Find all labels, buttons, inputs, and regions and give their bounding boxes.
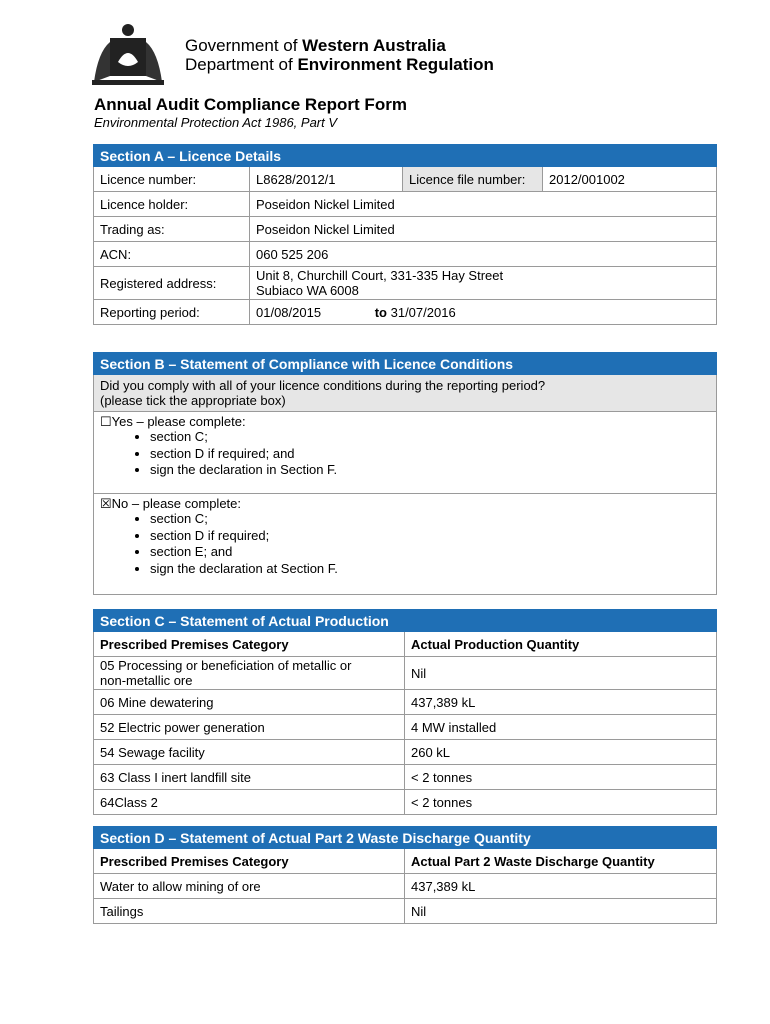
holder-label: Licence holder:: [94, 192, 250, 217]
section-c-table: [93, 609, 717, 815]
licence-file-label: Licence file number:: [403, 167, 543, 192]
category-cell: 06 Mine dewatering: [94, 690, 405, 715]
yes-checkbox[interactable]: ☐: [100, 414, 112, 429]
compliance-question: Did you comply with all of your licence conditions during the reporting period? (please tick the appropriate box): [94, 375, 717, 412]
section-c-heading: Section C – Statement of Actual Production: [94, 610, 717, 632]
category-cell: 63 Class I inert landfill site: [94, 765, 405, 790]
section-a-heading: Section A – Licence Details: [94, 145, 717, 167]
table-row: [94, 740, 717, 765]
quantity-cell: 260 kL: [405, 740, 717, 765]
licence-number-label: Licence number:: [94, 167, 250, 192]
list-item: • section D if required;: [150, 528, 710, 545]
category-cell: 05 Processing or beneficiation of metallic or non-metallic ore: [94, 657, 405, 690]
section-d-heading: Section D – Statement of Actual Part 2 Waste Discharge Quantity: [94, 827, 717, 849]
column-header: Prescribed Premises Category: [94, 849, 405, 874]
acn-value: 060 525 206: [250, 242, 717, 267]
period-to: 31/07/2016: [390, 304, 456, 320]
column-header: Actual Production Quantity: [405, 632, 717, 657]
period-to-word: to: [374, 304, 387, 320]
form-title: Annual Audit Compliance Report Form: [94, 95, 407, 114]
table-row: [94, 715, 717, 740]
column-header: Actual Part 2 Waste Discharge Quantity: [405, 849, 717, 874]
list-item: • sign the declaration at Section F.: [150, 561, 710, 578]
address-line2: Subiaco WA 6008: [256, 283, 359, 298]
quantity-cell: 4 MW installed: [405, 715, 717, 740]
licence-file-value: 2012/001002: [543, 167, 717, 192]
list-item: • section D if required; and: [150, 446, 710, 463]
period-label: Reporting period:: [94, 300, 250, 325]
table-row: [94, 899, 717, 924]
table-row: [94, 790, 717, 815]
category-cell: 52 Electric power generation: [94, 715, 405, 740]
period-value: [250, 300, 717, 325]
list-item: • section C;: [150, 511, 710, 528]
option-no: [94, 494, 717, 595]
table-row: [94, 765, 717, 790]
section-a-table: [93, 144, 717, 325]
trading-label: Trading as:: [94, 217, 250, 242]
yes-list: [100, 429, 710, 479]
section-d-table: [93, 826, 717, 924]
list-item: • section E; and: [150, 544, 710, 561]
yes-label: Yes – please complete:: [111, 414, 246, 429]
quantity-cell: Nil: [405, 657, 717, 690]
trading-value: Poseidon Nickel Limited: [250, 217, 717, 242]
acn-label: ACN:: [94, 242, 250, 267]
table-row: [94, 690, 717, 715]
address-value: [250, 267, 717, 300]
section-b-heading: Section B – Statement of Compliance with Licence Conditions: [94, 353, 717, 375]
table-row: [94, 657, 717, 690]
letterhead: [88, 22, 508, 92]
section-b-table: [93, 352, 717, 595]
department-name: Government of Western Australia Department of Environment Regulation: [185, 36, 494, 74]
category-cell: 64Class 2: [94, 790, 405, 815]
quantity-cell: < 2 tonnes: [405, 765, 717, 790]
no-list: [100, 511, 710, 577]
address-line1: Unit 8, Churchill Court, 331-335 Hay Street: [256, 268, 504, 283]
category-cell: 54 Sewage facility: [94, 740, 405, 765]
quantity-cell: < 2 tonnes: [405, 790, 717, 815]
form-subtitle: Environmental Protection Act 1986, Part V: [94, 115, 338, 130]
table-row: [94, 874, 717, 899]
category-cell: Water to allow mining of ore: [94, 874, 405, 899]
list-item: • sign the declaration in Section F.: [150, 462, 710, 479]
no-checkbox[interactable]: ☒: [100, 496, 112, 511]
address-label: Registered address:: [94, 267, 250, 300]
category-cell: Tailings: [94, 899, 405, 924]
period-from: 01/08/2015: [256, 304, 322, 320]
quantity-cell: 437,389 kL: [405, 690, 717, 715]
column-header: Prescribed Premises Category: [94, 632, 405, 657]
licence-number-value: L8628/2012/1: [250, 167, 403, 192]
quantity-cell: Nil: [405, 899, 717, 924]
coat-of-arms-icon: [88, 22, 168, 88]
list-item: • section C;: [150, 429, 710, 446]
option-yes: [94, 412, 717, 494]
quantity-cell: 437,389 kL: [405, 874, 717, 899]
holder-value: Poseidon Nickel Limited: [250, 192, 717, 217]
no-label: No – please complete:: [111, 496, 242, 511]
